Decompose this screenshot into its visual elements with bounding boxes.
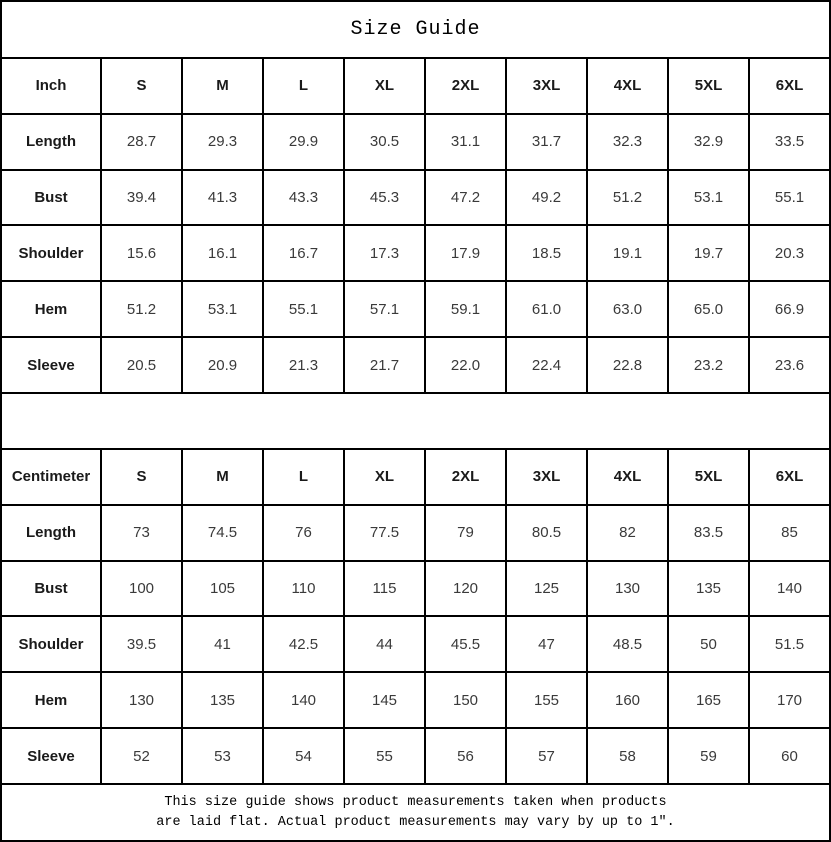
footnote-row — [1, 784, 830, 841]
cm-shoulder-row — [1, 616, 830, 672]
measurement-cell: 22.0 — [425, 337, 506, 393]
size-col-header: S — [101, 449, 182, 505]
measurement-cell: 53.1 — [668, 170, 749, 226]
measurement-cell: 53 — [182, 728, 263, 784]
measurement-cell: 49.2 — [506, 170, 587, 226]
measurement-cell: 16.7 — [263, 225, 344, 281]
measurement-cell: 100 — [101, 561, 182, 617]
measurement-cell: 43.3 — [263, 170, 344, 226]
measurement-cell: 59 — [668, 728, 749, 784]
measurement-cell: 110 — [263, 561, 344, 617]
measurement-cell: 39.5 — [101, 616, 182, 672]
measurement-cell: 140 — [263, 672, 344, 728]
row-label: Length — [1, 505, 101, 561]
measurement-cell: 47.2 — [425, 170, 506, 226]
inch-sleeve-row — [1, 337, 830, 393]
measurement-cell: 58 — [587, 728, 668, 784]
row-label: Hem — [1, 281, 101, 337]
cm-hem-row — [1, 672, 830, 728]
cm-bust-row — [1, 561, 830, 617]
measurement-cell: 44 — [344, 616, 425, 672]
measurement-cell: 105 — [182, 561, 263, 617]
measurement-cell: 23.6 — [749, 337, 830, 393]
measurement-cell: 57 — [506, 728, 587, 784]
measurement-cell: 130 — [587, 561, 668, 617]
measurement-cell: 115 — [344, 561, 425, 617]
measurement-cell: 135 — [182, 672, 263, 728]
inch-header-row — [1, 58, 830, 114]
unit-header-inch: Inch — [1, 58, 101, 114]
measurement-cell: 41 — [182, 616, 263, 672]
measurement-cell: 19.1 — [587, 225, 668, 281]
measurement-cell: 16.1 — [182, 225, 263, 281]
measurement-cell: 18.5 — [506, 225, 587, 281]
size-col-header: L — [263, 58, 344, 114]
measurement-cell: 73 — [101, 505, 182, 561]
measurement-cell: 55.1 — [263, 281, 344, 337]
measurement-cell: 22.8 — [587, 337, 668, 393]
row-label: Sleeve — [1, 728, 101, 784]
measurement-cell: 140 — [749, 561, 830, 617]
size-col-header: L — [263, 449, 344, 505]
measurement-cell: 61.0 — [506, 281, 587, 337]
size-col-header: 4XL — [587, 449, 668, 505]
measurement-cell: 20.9 — [182, 337, 263, 393]
page-title: Size Guide — [1, 1, 830, 58]
measurement-cell: 33.5 — [749, 114, 830, 170]
size-col-header: 5XL — [668, 58, 749, 114]
measurement-cell: 55.1 — [749, 170, 830, 226]
size-col-header: 3XL — [506, 449, 587, 505]
row-label: Shoulder — [1, 616, 101, 672]
measurement-cell: 51.5 — [749, 616, 830, 672]
measurement-cell: 82 — [587, 505, 668, 561]
measurement-cell: 29.3 — [182, 114, 263, 170]
size-col-header: 2XL — [425, 58, 506, 114]
measurement-cell: 39.4 — [101, 170, 182, 226]
measurement-cell: 160 — [587, 672, 668, 728]
measurement-cell: 28.7 — [101, 114, 182, 170]
measurement-cell: 31.1 — [425, 114, 506, 170]
size-col-header: M — [182, 58, 263, 114]
measurement-cell: 54 — [263, 728, 344, 784]
measurement-cell: 60 — [749, 728, 830, 784]
spacer-row — [1, 393, 830, 449]
unit-header-centimeter: Centimeter — [1, 449, 101, 505]
measurement-cell: 20.5 — [101, 337, 182, 393]
measurement-cell: 83.5 — [668, 505, 749, 561]
measurement-cell: 29.9 — [263, 114, 344, 170]
measurement-cell: 77.5 — [344, 505, 425, 561]
row-label: Shoulder — [1, 225, 101, 281]
size-col-header: XL — [344, 449, 425, 505]
measurement-cell: 32.3 — [587, 114, 668, 170]
measurement-cell: 80.5 — [506, 505, 587, 561]
measurement-cell: 47 — [506, 616, 587, 672]
measurement-cell: 53.1 — [182, 281, 263, 337]
measurement-cell: 30.5 — [344, 114, 425, 170]
measurement-cell: 48.5 — [587, 616, 668, 672]
measurement-cell: 52 — [101, 728, 182, 784]
measurement-cell: 41.3 — [182, 170, 263, 226]
measurement-cell: 15.6 — [101, 225, 182, 281]
size-col-header: 2XL — [425, 449, 506, 505]
inch-shoulder-row — [1, 225, 830, 281]
measurement-cell: 145 — [344, 672, 425, 728]
row-label: Sleeve — [1, 337, 101, 393]
measurement-cell: 31.7 — [506, 114, 587, 170]
measurement-cell: 150 — [425, 672, 506, 728]
row-label: Hem — [1, 672, 101, 728]
measurement-cell: 21.7 — [344, 337, 425, 393]
cm-length-row — [1, 505, 830, 561]
measurement-cell: 20.3 — [749, 225, 830, 281]
measurement-cell: 56 — [425, 728, 506, 784]
footnote-line-1: This size guide shows product measurements taken when products — [164, 794, 667, 810]
measurement-cell: 21.3 — [263, 337, 344, 393]
measurement-cell: 51.2 — [101, 281, 182, 337]
size-col-header: 5XL — [668, 449, 749, 505]
measurement-cell: 59.1 — [425, 281, 506, 337]
measurement-cell: 85 — [749, 505, 830, 561]
measurement-cell: 50 — [668, 616, 749, 672]
measurement-cell: 51.2 — [587, 170, 668, 226]
measurement-cell: 135 — [668, 561, 749, 617]
measurement-cell: 23.2 — [668, 337, 749, 393]
measurement-cell: 42.5 — [263, 616, 344, 672]
title-row — [1, 1, 830, 58]
table-gap — [1, 393, 830, 449]
measurement-cell: 45.3 — [344, 170, 425, 226]
measurement-cell: 74.5 — [182, 505, 263, 561]
measurement-cell: 170 — [749, 672, 830, 728]
inch-bust-row — [1, 170, 830, 226]
measurement-cell: 17.3 — [344, 225, 425, 281]
measurement-cell: 79 — [425, 505, 506, 561]
measurement-cell: 76 — [263, 505, 344, 561]
measurement-cell: 125 — [506, 561, 587, 617]
cm-sleeve-row — [1, 728, 830, 784]
measurement-cell: 22.4 — [506, 337, 587, 393]
measurement-cell: 17.9 — [425, 225, 506, 281]
measurement-cell: 55 — [344, 728, 425, 784]
measurement-cell: 63.0 — [587, 281, 668, 337]
measurement-cell: 57.1 — [344, 281, 425, 337]
footnote — [1, 784, 830, 841]
measurement-cell: 65.0 — [668, 281, 749, 337]
size-col-header: 3XL — [506, 58, 587, 114]
size-col-header: 4XL — [587, 58, 668, 114]
measurement-cell: 165 — [668, 672, 749, 728]
measurement-cell: 130 — [101, 672, 182, 728]
footnote-line-2: are laid flat. Actual product measurements may vary by up to 1″. — [156, 814, 675, 830]
size-col-header: 6XL — [749, 449, 830, 505]
inch-hem-row — [1, 281, 830, 337]
size-col-header: XL — [344, 58, 425, 114]
size-col-header: S — [101, 58, 182, 114]
size-col-header: 6XL — [749, 58, 830, 114]
row-label: Bust — [1, 170, 101, 226]
measurement-cell: 155 — [506, 672, 587, 728]
row-label: Bust — [1, 561, 101, 617]
cm-header-row — [1, 449, 830, 505]
inch-length-row — [1, 114, 830, 170]
measurement-cell: 120 — [425, 561, 506, 617]
measurement-cell: 66.9 — [749, 281, 830, 337]
measurement-cell: 19.7 — [668, 225, 749, 281]
measurement-cell: 32.9 — [668, 114, 749, 170]
row-label: Length — [1, 114, 101, 170]
size-col-header: M — [182, 449, 263, 505]
measurement-cell: 45.5 — [425, 616, 506, 672]
